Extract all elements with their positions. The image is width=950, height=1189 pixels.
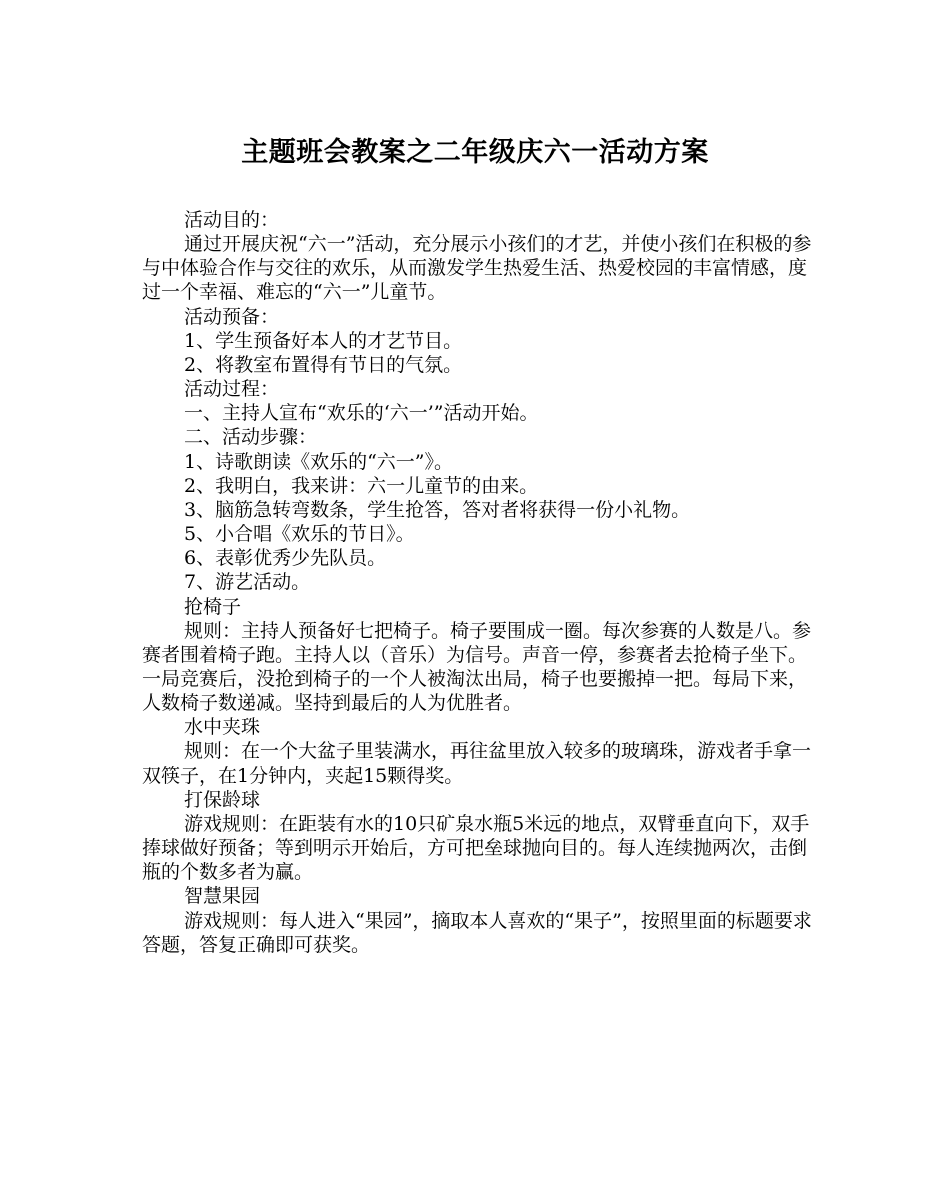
paragraph-game-heading: 抢椅子 (184, 595, 242, 618)
paragraph-step-item: 6、表彰优秀少先队员。 (184, 547, 387, 570)
paragraph-game-rules: 规则：主持人预备好七把椅子。椅子要围成一圈。每次参赛的人数是八。参赛者围着椅子跑。主持人以（音乐）为信号。声音一停，参赛者去抢椅子坐下。一局竞赛后，没抢到椅子的一个人被淘汰出局，椅子也要搬掉一把。每局下来，人数椅子数递减。坚持到最后的人为优胜者。 (142, 619, 812, 715)
document-body (142, 208, 814, 957)
paragraph-game-rules: 规则：在一个大盆子里装满水，再往盆里放入较多的玻璃珠，游戏者手拿一双筷子，在1分钟内，夹起15颗得奖。 (142, 740, 812, 787)
paragraph-game-heading: 智慧果园 (184, 885, 261, 908)
paragraph-process-heading: 活动过程： (184, 378, 280, 401)
paragraph-process-item: 二、活动步骤： (184, 426, 318, 449)
paragraph-purpose-text: 通过开展庆祝“六一”活动，充分展示小孩们的才艺，并使小孩们在积极的参与中体验合作与交往的欢乐，从而激发学生热爱生活、热爱校园的丰富情感，度过一个幸福、难忘的“六一”儿童节。 (142, 233, 812, 304)
paragraph-preparation-heading: 活动预备： (184, 305, 280, 328)
paragraph-game-heading: 水中夹珠 (184, 716, 261, 739)
paragraph-step-item: 3、脑筋急转弯数条，学生抢答，答对者将获得一份小礼物。 (184, 498, 691, 521)
paragraph-purpose-heading: 活动目的： (184, 209, 280, 231)
paragraph-step-item: 1、诗歌朗读《欢乐的“六一”》。 (184, 450, 454, 473)
document-title: 主题班会教案之二年级庆六一活动方案 (241, 137, 709, 168)
paragraph-preparation-item: 1、学生预备好本人的才艺节目。 (184, 329, 463, 352)
paragraph-preparation-item: 2、将教室布置得有节日的气氛。 (184, 353, 463, 376)
paragraph-step-item: 7、游艺活动。 (184, 571, 311, 594)
paragraph-step-item: 2、我明白，我来讲：六一儿童节的由来。 (184, 474, 539, 497)
paragraph-game-heading: 打保龄球 (184, 788, 261, 811)
paragraph-game-rules: 游戏规则：每人进入“果园”，摘取本人喜欢的“果子”，按照里面的标题要求答题，答复正确即可获奖。 (142, 909, 812, 956)
paragraph-process-item: 一、主持人宣布“欢乐的‘六一’”活动开始。 (184, 402, 539, 425)
paragraph-game-rules: 游戏规则：在距装有水的10只矿泉水瓶5米远的地点，双臂垂直向下，双手捧球做好预备；等到明示开始后，方可把垒球抛向目的。每人连续抛两次，击倒瓶的个数多者为赢。 (142, 812, 810, 884)
paragraph-step-item: 5、小合唱《欢乐的节日》。 (184, 523, 415, 546)
